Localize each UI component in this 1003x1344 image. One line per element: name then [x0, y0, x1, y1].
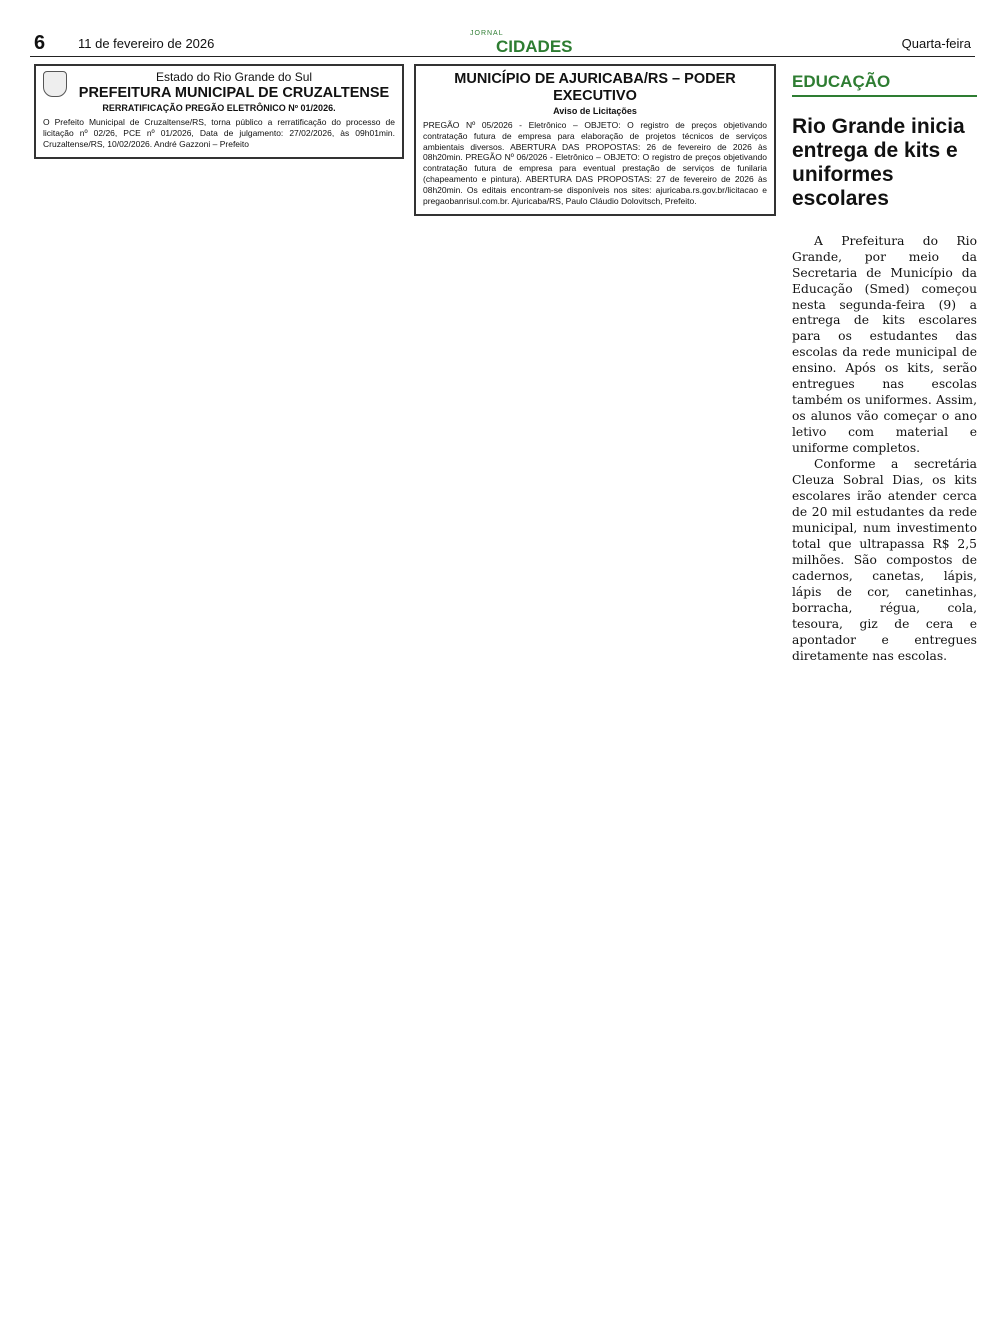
issue-weekday: Quarta-feira — [901, 36, 971, 51]
notice-subtitle: RERRATIFICAÇÃO PREGÃO ELETRÔNICO Nº 01/2026. — [102, 103, 336, 114]
article-headline: Rio Grande inicia entrega de kits e uniformes escolares — [792, 115, 965, 211]
notice-body: O Prefeito Municipal de Cruzaltense/RS, torna público a rerratificação do processo de licitação nº 02/26, PCE nº 01/2026, Data de julgamento: 27/02/2026, às 09h01min. Cruzaltense/RS, 10/02/2026. André Gazzoni – Prefeito — [43, 116, 395, 149]
newspaper-logo: CIDADES — [496, 37, 573, 56]
article-paragraph: A Prefeitura do Rio Grande, por meio da Secretaria de Município da Educação (Smed) começou nesta segunda-feira (9) a entrega de kits escolares para os estudantes das escolas da rede municipal de ensino. Após os kits, serão entregues nas escolas também os uniformes. Assim, os alunos vão começar o ano letivo com material e uniforme completos. — [792, 233, 977, 456]
page-number: 6 — [34, 32, 46, 54]
page-header — [30, 28, 975, 57]
notice-title: MUNICÍPIO DE AJURICABA/RS – PODER EXECUTIVO — [454, 71, 736, 104]
issue-date: 11 de fevereiro de 2026 — [78, 36, 215, 51]
municipal-crest-icon — [43, 71, 67, 97]
notice-body: PREGÃO Nº 05/2026 - Eletrônico – OBJETO: O registro de preços objetivando contratação futura de empresa para elaboração de projetos técnicos de serviços ambientais diversos. ABERTURA DAS PROPOSTAS: 26 de fevereiro de 2026 às 08h20min. PREGÃO Nº 06/2026 - Eletrônico – OBJETO: O registro de preços objetivando contratação futura de empresa para eventual prestação de serviços de funilaria (chapeamento e pintura). ABERTURA DAS PROPOSTAS: 27 de fevereiro de 2026 às 08h20min. Os editais encontram-se disponíveis nos sites: ajuricaba.rs.gov.br/licitacao e pregaobanrisul.com.br. Ajuricaba/RS, Paulo Cláudio Dolovitsch, Prefeito. — [423, 119, 767, 206]
notice-title: PREFEITURA MUNICIPAL DE CRUZALTENSE — [78, 84, 390, 101]
left-column — [34, 64, 404, 168]
notice-subtitle: Aviso de Licitações — [553, 106, 637, 117]
newspaper-logo-overline: JORNAL — [470, 30, 504, 37]
notice-overtitle: Estado do Rio Grande do Sul — [155, 70, 313, 84]
article-paragraph: Conforme a secretária Cleuza Sobral Dias, os kits escolares irão atender cerca de 20 mil estudantes da rede municipal, num investimento total que ultrapassa R$ 2,5 milhões. São compostos de cadernos, canetas, lápis, lápis de cor, canetinhas, borracha, régua, cola, tesoura, giz de cera e apontador e entregues diretamente nas escolas. — [792, 457, 977, 664]
article-column — [792, 64, 977, 665]
middle-column — [414, 64, 776, 225]
section-tag: EDUCAÇÃO — [792, 72, 977, 97]
notice-ajuricaba — [414, 64, 776, 216]
notice-cruzaltense — [34, 64, 404, 159]
